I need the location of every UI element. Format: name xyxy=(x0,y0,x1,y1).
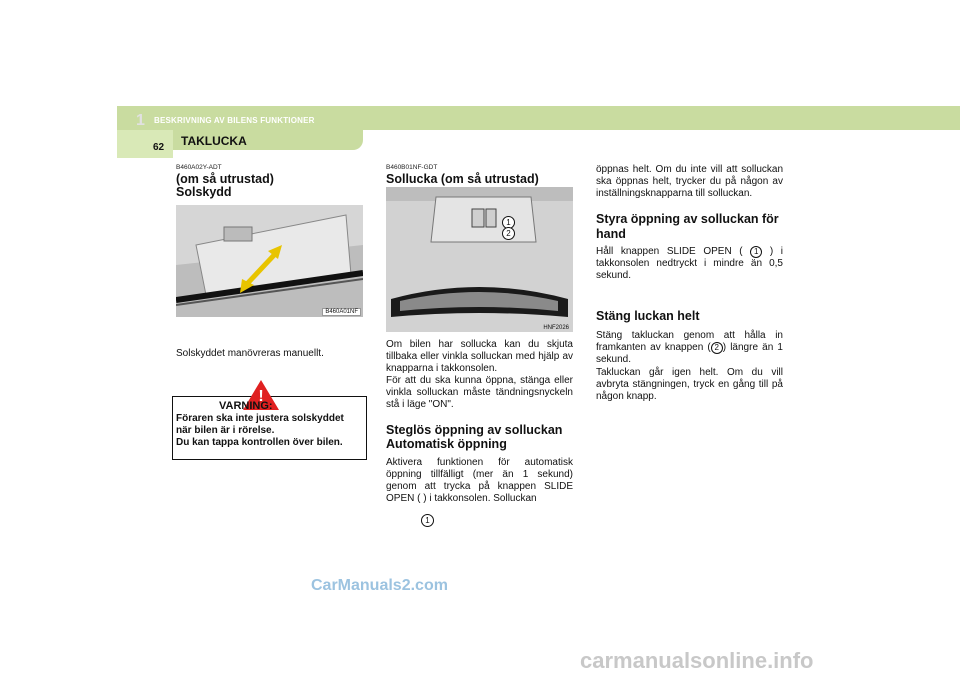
warning-line-2: när bilen är i rörelse. xyxy=(176,425,275,436)
section-title: TAKLUCKA xyxy=(181,134,247,148)
col3-para-1: öppnas helt. Om du inte vill att solluckan ska öppnas helt, trycker du på någon av inställningsknapparna till solluckan. xyxy=(596,164,783,199)
chapter-number: 1 xyxy=(136,112,145,129)
watermark-right[interactable]: carmanualsonline.info xyxy=(580,648,814,673)
button-ref-1: 1 xyxy=(421,514,434,527)
overhead-console-image xyxy=(386,187,573,332)
warning-title: VARNING: xyxy=(219,400,273,412)
sollucka-para-1: Om bilen har sollucka kan du skjuta tillbaka eller vinkla solluckan med hjälp av knapparna i takkonsolen. xyxy=(386,339,573,374)
callout-2: 2 xyxy=(502,227,515,240)
section-code: B460A02Y-ADT xyxy=(176,164,222,171)
watermark-left[interactable]: CarManuals2.com xyxy=(311,577,448,594)
sollucka-para-2: För att du ska kunna öppna, stänga eller vinkla solluckan måste tändningsnyckeln stå i läge "ON". xyxy=(386,375,573,410)
warning-line-3: Du kan tappa kontrollen över bilen. xyxy=(176,437,343,448)
chapter-title: BESKRIVNING AV BILENS FUNKTIONER xyxy=(154,116,315,125)
callout-1: 1 xyxy=(502,216,515,229)
button-ref-2: 2 xyxy=(711,342,723,354)
warning-line-1: Föraren ska inte justera solskyddet xyxy=(176,413,344,424)
heading-solskydd: Solskydd xyxy=(176,185,232,199)
stang-para: Stäng takluckan genom att hålla in framkanten av knappen ( 2 ) längre än 1 sekund. xyxy=(596,330,783,365)
section-code: B460B01NF-GDT xyxy=(386,164,438,171)
exclamation-icon: ! xyxy=(258,388,264,405)
page-tab xyxy=(117,130,173,158)
automatisk-para: Aktivera funktionen för automatisk öppning tillfälligt (mer än 1 sekund) genom att trycka på knappen SLIDE OPEN ( ) i takkonsolen. Solluckan xyxy=(386,457,573,504)
page-number: 62 xyxy=(153,142,165,153)
subheading-steglos: Steglös öppning av solluckan xyxy=(386,423,563,437)
heading-optional: (om så utrustad) xyxy=(176,172,274,186)
image-label: B460A01NF xyxy=(322,308,361,316)
heading-styra: Styra öppning av solluckan för hand xyxy=(596,212,779,241)
heading-sollucka: Sollucka (om så utrustad) xyxy=(386,172,539,186)
heading-stang: Stäng luckan helt xyxy=(596,309,700,323)
image-label: HNF2026 xyxy=(543,325,569,331)
stang-para-2: Takluckan går igen helt. Om du vill avbryta stängningen, tryck en gång till på någon knapp. xyxy=(596,367,783,402)
sunvisor-image xyxy=(176,205,363,317)
styra-para: Håll knappen SLIDE OPEN ( 1 ) i takkonsolen nedtryckt i mindre än 0,5 sekund. xyxy=(596,246,783,281)
visor-text: Solskyddet manövreras manuellt. xyxy=(176,348,324,359)
button-ref-1: 1 xyxy=(750,246,762,258)
subheading-automatisk: Automatisk öppning xyxy=(386,437,507,451)
